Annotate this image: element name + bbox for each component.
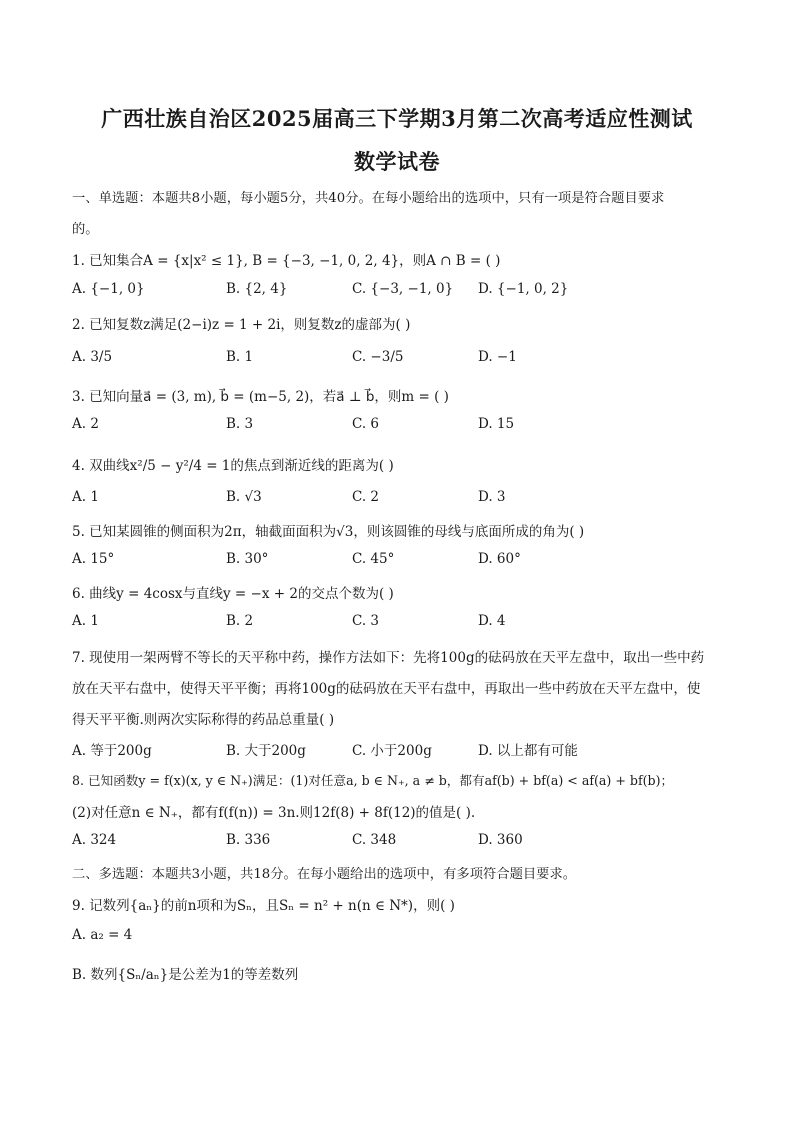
q9-option-b: B. 数列{Sₙ/aₙ}是公差为1的等差数列 — [72, 967, 299, 983]
question-8-stem-line1: 8. 已知函数y = f(x)(x, y ∈ N₊)满足：(1)对任意a, b ∈ N₊, a ≠ b，都有af(b) + bf(a) < af(a) + bf(b)； — [72, 773, 674, 788]
question-1-stem: 1. 已知集合A = {x|x² ≤ 1}, B = {−3, −1, 0, 2, 4}，则A ∩ B = ( ) — [72, 253, 501, 269]
q1-option-d: D. {−1, 0, 2} — [478, 281, 569, 297]
q4-option-d: D. 3 — [478, 489, 506, 505]
question-7-stem-line2: 放在天平右盘中，使得天平平衡；再将100g的砝码放在天平右盘中，再取出一些中药放在天平左盘中，使 — [72, 681, 701, 697]
q7-option-c: C. 小于200g — [352, 743, 432, 759]
question-9-stem: 9. 记数列{aₙ}的前n项和为Sₙ，且Sₙ = n² + n(n ∈ N*)，则( ) — [72, 898, 455, 914]
q7-option-d: D. 以上都有可能 — [478, 743, 578, 759]
question-3-stem: 3. 已知向量a⃗ = (3, m), b⃗ = (m−5, 2)，若a⃗ ⊥ b⃗，则m = ( ) — [72, 389, 449, 405]
q1-option-c: C. {−3, −1, 0} — [352, 281, 454, 297]
question-7-stem-line3: 得天平平衡.则两次实际称得的药品总重量( ) — [72, 712, 335, 728]
q7-option-b: B. 大于200g — [226, 743, 306, 759]
q2-option-c: C. −3/5 — [352, 349, 404, 365]
q5-option-c: C. 45° — [352, 551, 395, 567]
q5-option-a: A. 15° — [72, 551, 115, 567]
question-4-stem: 4. 双曲线x²/5 − y²/4 = 1的焦点到渐近线的距离为( ) — [72, 458, 394, 474]
section1-heading-line2: 的。 — [72, 222, 99, 237]
q3-option-b: B. 3 — [226, 416, 254, 432]
question-8-stem-line2: (2)对任意n ∈ N₊，都有f(f(n)) = 3n.则12f(8) + 8f(12)的值是( ). — [72, 805, 476, 821]
question-5-stem: 5. 已知某圆锥的侧面积为2π，轴截面面积为√3，则该圆锥的母线与底面所成的角为( ) — [72, 524, 585, 540]
q4-option-a: A. 1 — [72, 489, 99, 505]
question-2-stem: 2. 已知复数z满足(2−i)z = 1 + 2i，则复数z的虚部为( ) — [72, 317, 411, 333]
exam-subtitle: 数学试卷 — [354, 149, 440, 174]
q4-option-b: B. √3 — [226, 489, 262, 505]
q6-option-d: D. 4 — [478, 613, 506, 629]
q2-option-d: D. −1 — [478, 349, 517, 365]
section2-heading: 二、多选题：本题共3小题，共18分。在每小题给出的选项中，有多项符合题目要求。 — [72, 867, 577, 882]
q2-option-b: B. 1 — [226, 349, 254, 365]
question-7-stem-line1: 7. 现使用一架两臂不等长的天平称中药，操作方法如下：先将100g的砝码放在天平左盘中，取出一些中药 — [72, 650, 705, 666]
question-6-stem: 6. 曲线y = 4cosx与直线y = −x + 2的交点个数为( ) — [72, 586, 394, 602]
section1-heading-line1: 一、单选题：本题共8小题，每小题5分，共40分。在每小题给出的选项中，只有一项是符合题目要求 — [72, 191, 665, 206]
q5-option-d: D. 60° — [478, 551, 521, 567]
q3-option-c: C. 6 — [352, 416, 380, 432]
q7-option-a: A. 等于200g — [72, 743, 152, 759]
q3-option-d: D. 15 — [478, 416, 515, 432]
q5-option-b: B. 30° — [226, 551, 269, 567]
q2-option-a: A. 3/5 — [72, 349, 113, 365]
q6-option-c: C. 3 — [352, 613, 380, 629]
q1-option-b: B. {2, 4} — [226, 281, 288, 297]
q8-option-b: B. 336 — [226, 832, 271, 848]
q9-option-a: A. a₂ = 4 — [72, 927, 133, 943]
q1-option-a: A. {−1, 0} — [72, 281, 145, 297]
exam-title: 广西壮族自治区2025届高三下学期3月第二次高考适应性测试 — [101, 106, 693, 131]
q6-option-a: A. 1 — [72, 613, 99, 629]
q8-option-c: C. 348 — [352, 832, 397, 848]
q3-option-a: A. 2 — [72, 416, 99, 432]
q8-option-d: D. 360 — [478, 832, 523, 848]
q6-option-b: B. 2 — [226, 613, 254, 629]
q4-option-c: C. 2 — [352, 489, 380, 505]
q8-option-a: A. 324 — [72, 832, 117, 848]
